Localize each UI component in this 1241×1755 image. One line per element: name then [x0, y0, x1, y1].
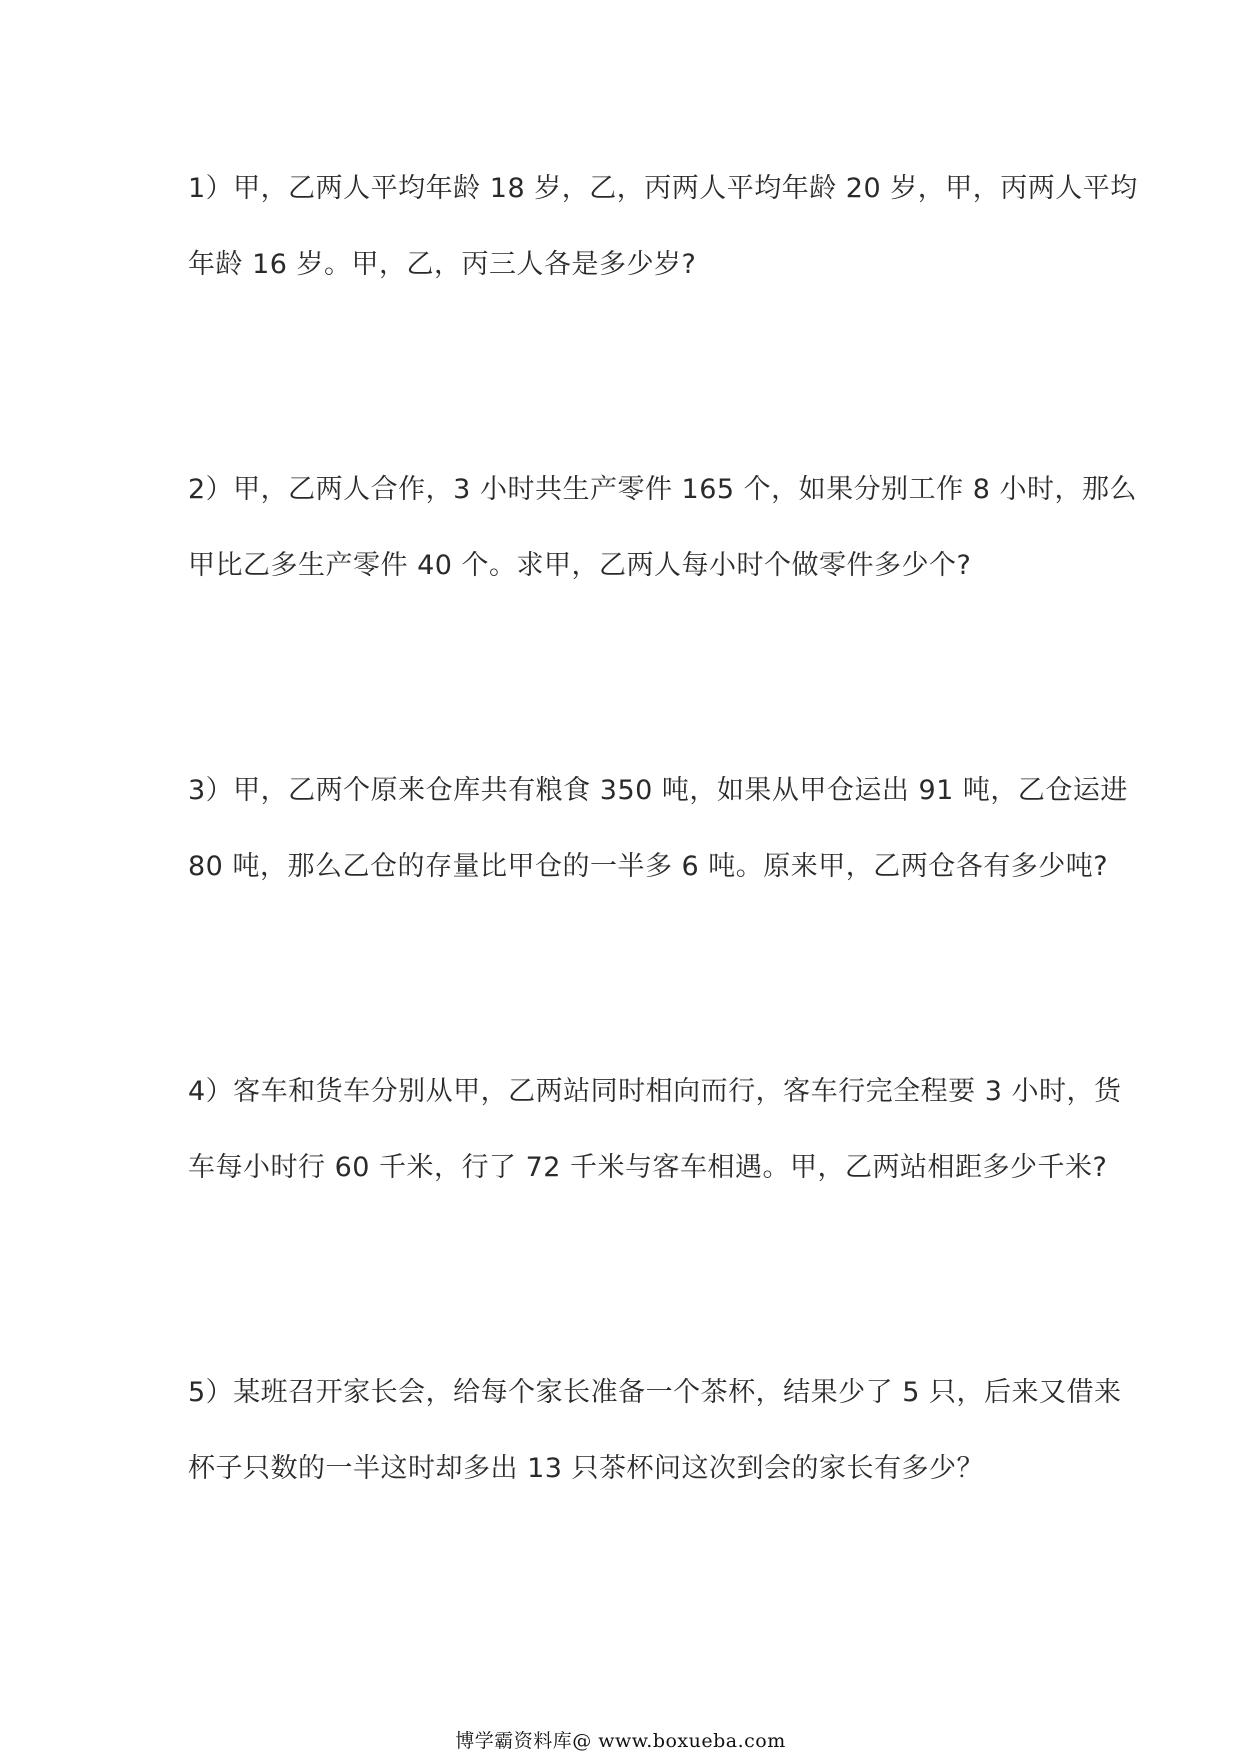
question-1: [188, 172, 1138, 282]
question-3-line-2: 80 吨，那么乙仓的存量比甲仓的一半多 6 吨。原来甲，乙两仓各有多少吨?: [188, 851, 1109, 882]
question-1-line-1: 1）甲，乙两人平均年龄 18 岁，乙，丙两人平均年龄 20 岁，甲，丙两人平均: [188, 173, 1138, 204]
question-5-line-2: 杯子只数的一半这时却多出 13 只茶杯问这次到会的家长有多少？: [188, 1453, 985, 1484]
question-4-line-2: 车每小时行 60 千米，行了 72 千米与客车相遇。甲，乙两站相距多少千米?: [188, 1152, 1108, 1183]
question-2-line-2: 甲比乙多生产零件 40 个。求甲，乙两人每小时个做零件多少个?: [188, 550, 972, 581]
question-5-line-1: 5）某班召开家长会，给每个家长准备一个茶杯，结果少了 5 只，后来又借来: [188, 1377, 1122, 1408]
question-1-line-2: 年龄 16 岁。甲，乙，丙三人各是多少岁?: [188, 249, 697, 280]
question-4-line-1: 4）客车和货车分别从甲，乙两站同时相向而行，客车行完全程要 3 小时，货: [188, 1076, 1122, 1107]
question-2: [188, 473, 1137, 583]
question-2-line-1: 2）甲，乙两人合作，3 小时共生产零件 165 个，如果分别工作 8 小时，那么: [188, 474, 1137, 505]
question-4: [188, 1075, 1122, 1185]
question-3-line-1: 3）甲，乙两个原来仓库共有粮食 350 吨，如果从甲仓运出 91 吨，乙仓运进: [188, 775, 1128, 806]
question-5: [188, 1376, 1122, 1486]
question-3: [188, 774, 1128, 884]
footer-watermark-text: 博学霸资料库@ www.boxueba.com: [455, 1730, 786, 1752]
